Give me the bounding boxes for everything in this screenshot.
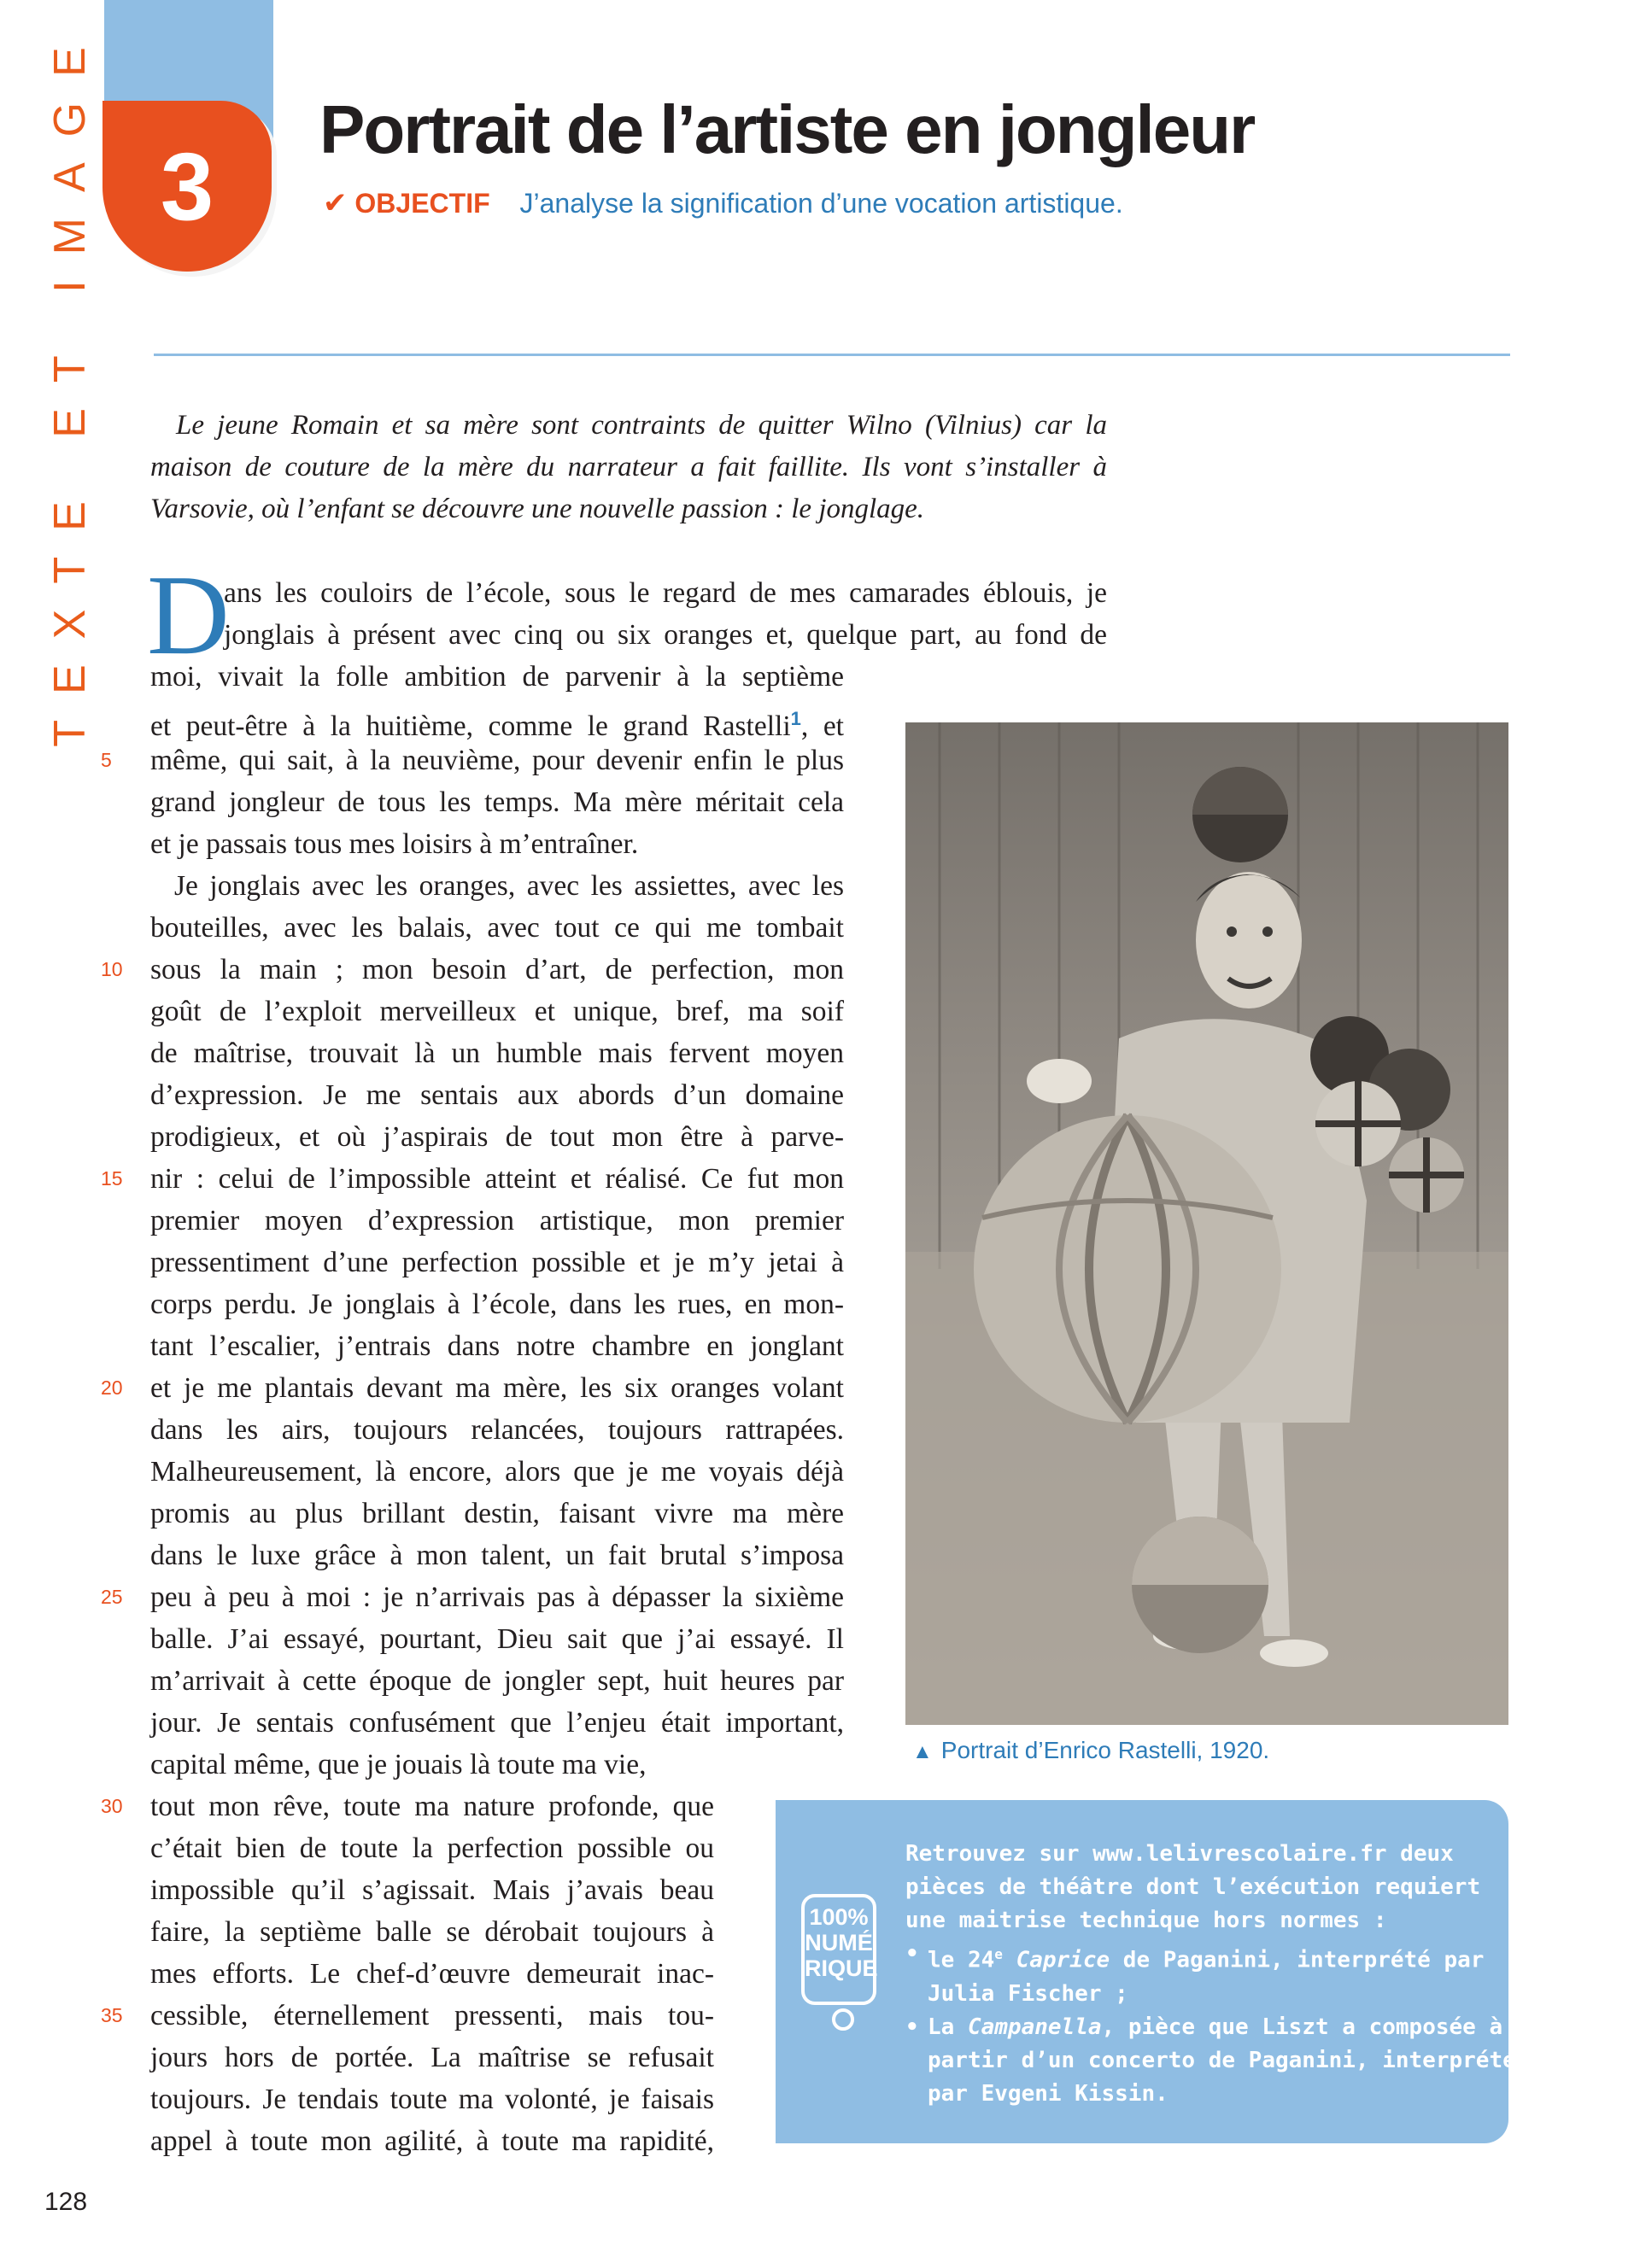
section-tab-label: TEXTE ET IMAGE bbox=[45, 21, 95, 747]
chapter-number-badge: 3 bbox=[102, 101, 272, 272]
footnote-ref: 1 bbox=[790, 708, 801, 729]
line-number: 25 bbox=[101, 1586, 123, 1608]
work-title: Campanella bbox=[967, 2014, 1102, 2040]
line-number: 30 bbox=[101, 1795, 123, 1817]
work-title: Caprice bbox=[1016, 1947, 1110, 1973]
objective bbox=[323, 186, 1123, 220]
numeric-item-cont: Julia Fischer ; bbox=[928, 1980, 1128, 2007]
intro-text: Le jeune Romain et sa mère sont contraints de quitter Wilno (Vilnius) car la maison de couture de la mère du narrateur a fait faillite. Ils vont s’installer à Varsovie, où l’enfant se découvre une nouvelle passion : le jonglage. bbox=[150, 410, 1107, 524]
text-line: grand jongleur de tous les temps. Ma mère méritait cela bbox=[150, 786, 844, 818]
text-line: jonglais à présent avec cinq ou six oranges et, quelque part, au fond de bbox=[224, 619, 1107, 651]
text-line: tout mon rêve, toute ma nature profonde, que bbox=[150, 1791, 714, 1822]
text-line: jour. Je sentais confusément que l’enjeu était important, bbox=[150, 1707, 844, 1739]
text-line: c’était bien de toute la perfection possible ou bbox=[150, 1833, 714, 1864]
line-number: 15 bbox=[101, 1167, 123, 1190]
numeric-line: Retrouvez sur www.lelivrescolaire.fr deux bbox=[905, 1841, 1454, 1867]
badge-line: NUMÉ bbox=[805, 1930, 873, 1955]
line-number: 35 bbox=[101, 2004, 123, 2026]
item-text: La bbox=[928, 2014, 968, 2040]
text-line: pressentiment d’une perfection possible et je m’y jetai à bbox=[150, 1247, 844, 1278]
juggler-illustration bbox=[905, 722, 1508, 1725]
text-line: premier moyen d’expression artistique, mon premier bbox=[150, 1205, 844, 1236]
triangle-up-icon: ▲ bbox=[912, 1740, 933, 1763]
text-line: sous la main ; mon besoin d’art, de perfection, mon bbox=[150, 954, 844, 985]
line-number: 10 bbox=[101, 958, 123, 980]
text-line: bouteilles, avec les balais, avec tout ce qui me tombait bbox=[150, 912, 844, 944]
text-line: nir : celui de l’impossible atteint et réalisé. Ce fut mon bbox=[150, 1163, 844, 1195]
text-line: et je me plantais devant ma mère, les six oranges volant bbox=[150, 1372, 844, 1404]
text-line-part: et peut-être à la huitième, comme le grand Rastelli bbox=[150, 710, 791, 743]
line-number: 20 bbox=[101, 1377, 123, 1399]
check-icon: ✔ bbox=[323, 187, 348, 219]
photo-caption bbox=[912, 1737, 1269, 1764]
text-line: et je passais tous mes loisirs à m’entraîner. bbox=[150, 828, 639, 860]
page-number: 128 bbox=[44, 2188, 88, 2216]
text-line: de maîtrise, trouvait là un humble mais fervent moyen bbox=[150, 1038, 844, 1069]
numeric-item bbox=[905, 2011, 1503, 2044]
text-line: goût de l’exploit merveilleux et unique, bref, ma soif bbox=[150, 996, 844, 1027]
text-line: faire, la septième balle se dérobait toujours à bbox=[150, 1916, 714, 1948]
intro-paragraph bbox=[150, 405, 1107, 530]
text-line-part: , et bbox=[800, 710, 844, 743]
text-line: dans les airs, toujours relancées, toujours rattrapées. bbox=[150, 1414, 844, 1446]
text-line: même, qui sait, à la neuvième, pour devenir enfin le plus bbox=[150, 745, 844, 776]
text-line: d’expression. Je me sentais aux abords d’un domaine bbox=[150, 1079, 844, 1111]
badge-line: RIQUE bbox=[805, 1955, 878, 1981]
text-line: dans le luxe grâce à mon talent, un fait brutal s’imposa bbox=[150, 1540, 844, 1571]
text-line: moi, vivait la folle ambition de parvenir à la septième bbox=[150, 661, 844, 693]
text-line: appel à toute mon agilité, à toute ma rapidité, bbox=[150, 2125, 714, 2157]
header-divider bbox=[154, 354, 1510, 356]
text-line: capital même, que je jouais là toute ma vie, bbox=[150, 1749, 647, 1780]
item-sup: e bbox=[994, 1946, 1003, 1962]
numeric-line: pièces de théâtre dont l’exécution requiert bbox=[905, 1874, 1481, 1900]
text-line: corps perdu. Je jonglais à l’école, dans les rues, en mon- bbox=[150, 1289, 844, 1320]
text-line: jours hors de portée. La maîtrise se refusait bbox=[150, 2042, 714, 2073]
line-number: 5 bbox=[101, 749, 112, 771]
drop-cap: D bbox=[147, 552, 230, 678]
text-line: toujours. Je tendais toute ma volonté, je faisais bbox=[150, 2084, 714, 2115]
objective-label: OBJECTIF bbox=[354, 188, 490, 219]
text-line: cessible, éternellement pressenti, mais tou- bbox=[150, 2000, 714, 2031]
text-line: ans les couloirs de l’école, sous le regard de mes camarades éblouis, je bbox=[224, 577, 1107, 609]
text-line: Malheureusement, là encore, alors que je me voyais déjà bbox=[150, 1456, 844, 1488]
tablet-icon bbox=[801, 1894, 876, 2005]
section-tab bbox=[44, 21, 96, 747]
text-line: promis au plus brillant destin, faisant vivre ma mère bbox=[150, 1498, 844, 1529]
numeric-text bbox=[905, 1838, 1530, 2111]
numeric-item bbox=[905, 1938, 1486, 1978]
page-title: Portrait de l’artiste en jongleur bbox=[319, 91, 1255, 167]
text-line: prodigieux, et où j’aspirais de tout mon être à parve- bbox=[150, 1121, 844, 1153]
item-text: de Paganini, interprété par bbox=[1110, 1947, 1485, 1973]
badge-line: 100% bbox=[809, 1904, 869, 1930]
text-line: m’arrivait à cette époque de jongler sept, huit heures par bbox=[150, 1665, 844, 1697]
numeric-item-cont: par Evgeni Kissin. bbox=[928, 2080, 1168, 2107]
text-line: mes efforts. Le chef-d’œuvre demeurait inac- bbox=[150, 1958, 714, 1990]
text-line: impossible qu’il s’agissait. Mais j’avais beau bbox=[150, 1874, 714, 1906]
text-line: tant l’escalier, j’entrais dans notre chambre en jonglant bbox=[150, 1330, 844, 1362]
numeric-item-cont: partir d’un concerto de Paganini, interprétée bbox=[928, 2047, 1530, 2073]
home-button-icon bbox=[832, 2008, 854, 2031]
text-line: peu à peu à moi : je n’arrivais pas à dépasser la sixième bbox=[150, 1581, 844, 1613]
objective-text: J’analyse la signification d’une vocation artistique. bbox=[519, 188, 1123, 219]
item-text: le 24 bbox=[928, 1947, 995, 1973]
juggler-photo bbox=[905, 722, 1508, 1725]
text-line: Je jonglais avec les oranges, avec les assiettes, avec les bbox=[174, 870, 844, 902]
caption-text: Portrait d’Enrico Rastelli, 1920. bbox=[940, 1737, 1270, 1763]
numeric-resources-box bbox=[776, 1800, 1530, 2143]
numeric-line: une maitrise technique hors normes : bbox=[905, 1908, 1387, 1933]
text-line: balle. J’ai essayé, pourtant, Dieu sait que j’ai essayé. Il bbox=[150, 1623, 844, 1655]
item-text: , pièce que Liszt a composée à bbox=[1101, 2014, 1503, 2040]
